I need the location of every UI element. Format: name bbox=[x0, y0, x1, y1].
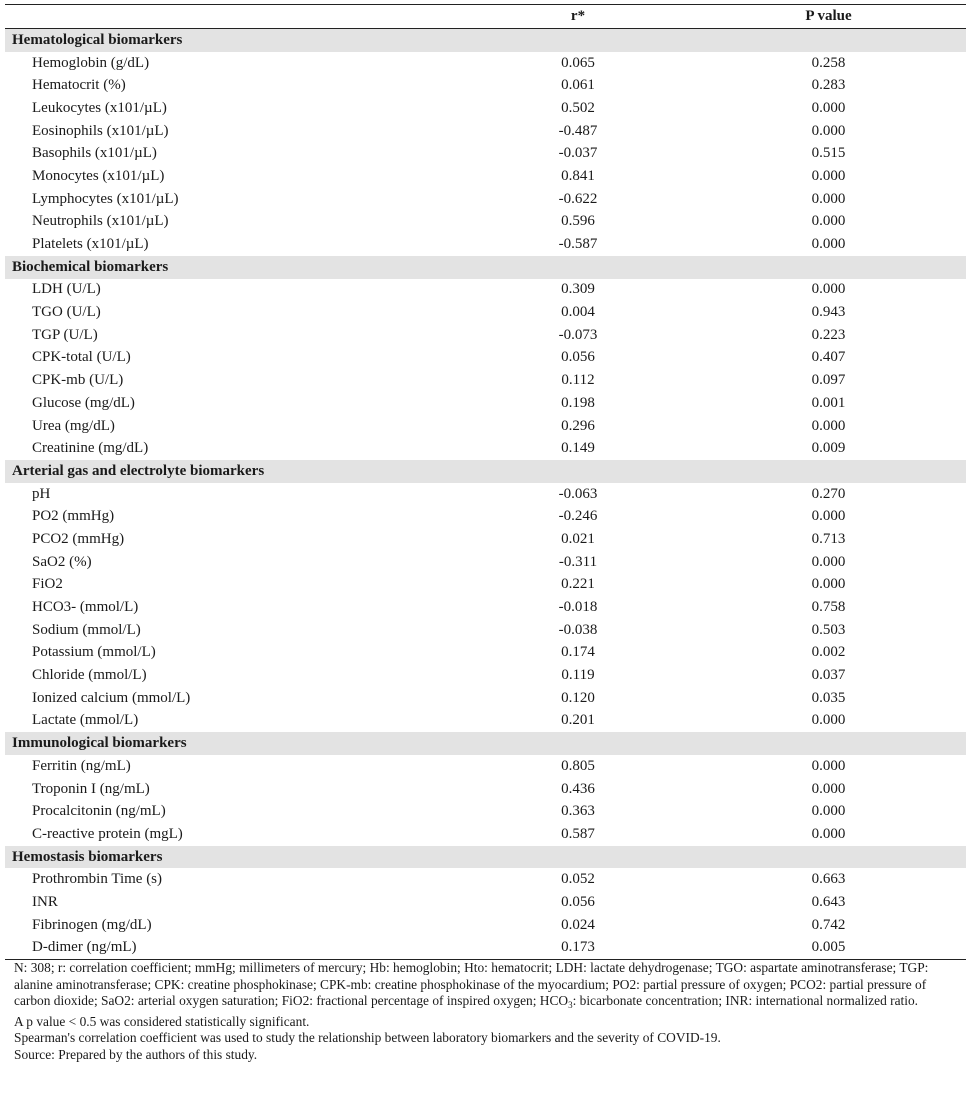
biomarker-cell: Ferritin (ng/mL) bbox=[32, 757, 131, 774]
p-value-cell: 0.000 bbox=[811, 190, 846, 207]
r-value-cell: -0.487 bbox=[558, 122, 598, 139]
biomarker-cell: TGO (U/L) bbox=[32, 304, 101, 321]
table-row bbox=[5, 505, 966, 528]
section-header: Biochemical biomarkers bbox=[5, 256, 966, 279]
biomarker-cell: CPK-total (U/L) bbox=[32, 349, 131, 366]
biomarker-cell: Neutrophils (x101/µL) bbox=[32, 213, 169, 230]
biomarker-cell: Eosinophils (x101/µL) bbox=[32, 122, 169, 139]
p-value-cell: 0.000 bbox=[811, 780, 846, 797]
p-value-cell: 0.035 bbox=[811, 689, 846, 706]
p-value-cell: 0.000 bbox=[811, 213, 846, 230]
p-value-cell: 0.000 bbox=[811, 236, 846, 253]
r-value-cell: 0.309 bbox=[561, 281, 595, 298]
table-row bbox=[5, 551, 966, 574]
p-value-cell: 0.000 bbox=[811, 825, 846, 842]
table-row bbox=[5, 800, 966, 823]
r-value-cell: 0.502 bbox=[561, 99, 595, 116]
r-value-cell: -0.038 bbox=[558, 621, 598, 638]
r-value-cell: 0.596 bbox=[561, 213, 595, 230]
table-row bbox=[5, 619, 966, 642]
p-value-cell: 0.009 bbox=[811, 440, 846, 457]
r-value-cell: 0.056 bbox=[561, 349, 595, 366]
table-row bbox=[5, 687, 966, 710]
biomarker-cell: CPK-mb (U/L) bbox=[32, 372, 124, 389]
r-value-cell: 0.056 bbox=[561, 893, 595, 910]
section-header: Hematological biomarkers bbox=[5, 29, 966, 52]
correlation-table bbox=[5, 4, 966, 960]
table-row bbox=[5, 52, 966, 75]
r-value-cell: 0.587 bbox=[561, 825, 595, 842]
biomarker-cell: Prothrombin Time (s) bbox=[32, 871, 163, 888]
biomarker-cell: Glucose (mg/dL) bbox=[32, 394, 135, 411]
biomarker-cell: FiO2 bbox=[32, 576, 63, 593]
p-value-cell: 0.943 bbox=[811, 304, 846, 321]
biomarker-cell: Creatinine (mg/dL) bbox=[32, 440, 149, 457]
r-value-cell: -0.063 bbox=[558, 485, 598, 502]
biomarker-cell: Ionized calcium (mmol/L) bbox=[32, 689, 191, 706]
p-value-cell: 0.223 bbox=[811, 326, 846, 343]
r-value-cell: -0.587 bbox=[558, 236, 598, 253]
r-value-cell: 0.024 bbox=[561, 916, 595, 933]
r-value-cell: 0.296 bbox=[561, 417, 595, 434]
table-row bbox=[5, 710, 966, 733]
biomarker-cell: Chloride (mmol/L) bbox=[32, 667, 147, 684]
table-row bbox=[5, 324, 966, 347]
r-value-cell: 0.363 bbox=[561, 803, 595, 820]
biomarker-cell: Procalcitonin (ng/mL) bbox=[32, 803, 166, 820]
biomarker-cell: Lymphocytes (x101/µL) bbox=[32, 190, 179, 207]
biomarker-cell: C-reactive protein (mgL) bbox=[32, 825, 183, 842]
r-value-cell: 0.201 bbox=[561, 712, 595, 729]
table-row bbox=[5, 415, 966, 438]
p-value-cell: 0.000 bbox=[811, 99, 846, 116]
r-value-cell: -0.246 bbox=[558, 508, 598, 525]
table-row bbox=[5, 211, 966, 234]
abbreviations-note: N: 308; r: correlation coefficient; mmHg; millimeters of mercury; Hb: hemoglobin; Hto: hematocrit; LDH: lactate dehydrogenase; TGO: aspartate aminotransferase; TGP: alanine aminotransferase; CPK: creatine phosphokinase; CPK-mb: creatine phosphokinase of the myocardium; PO2: partial pressure of oxygen; PCO2: partial pressure of carbon dioxide; SaO2: arterial oxygen saturation; FiO2: fractional percentage of inspired oxygen; $HCO_3$: bicarbonate concentration; INR: international normalized ratio. bbox=[14, 960, 929, 1011]
r-value-cell: -0.073 bbox=[558, 326, 598, 343]
p-value-cell: 0.000 bbox=[811, 803, 846, 820]
table-row bbox=[5, 233, 966, 256]
p-value-cell: 0.742 bbox=[811, 916, 846, 933]
table-row bbox=[5, 120, 966, 143]
p-value-cell: 0.000 bbox=[811, 576, 846, 593]
r-value-cell: 0.174 bbox=[561, 644, 595, 661]
table-row bbox=[5, 868, 966, 891]
p-value-cell: 0.000 bbox=[811, 167, 846, 184]
p-value-cell: 0.283 bbox=[811, 77, 846, 94]
r-value-cell: 0.021 bbox=[561, 530, 595, 547]
section-header: Arterial gas and electrolyte biomarkers bbox=[5, 460, 966, 483]
p-value-cell: 0.001 bbox=[811, 394, 846, 411]
p-value-cell: 0.000 bbox=[811, 281, 846, 298]
r-value-cell: 0.120 bbox=[561, 689, 595, 706]
biomarker-cell: Urea (mg/dL) bbox=[32, 417, 115, 434]
p-value-cell: 0.005 bbox=[811, 939, 846, 956]
biomarker-cell: Sodium (mmol/L) bbox=[32, 621, 141, 638]
table-row bbox=[5, 437, 966, 460]
table-row bbox=[5, 778, 966, 801]
r-value-cell: -0.311 bbox=[558, 553, 598, 570]
p-value-cell: 0.002 bbox=[811, 644, 846, 661]
biomarker-cell: HCO3- (mmol/L) bbox=[32, 599, 139, 616]
biomarker-cell: TGP (U/L) bbox=[32, 326, 98, 343]
biomarker-cell: D-dimer (ng/mL) bbox=[32, 939, 137, 956]
r-value-cell: 0.112 bbox=[561, 372, 595, 389]
r-value-cell: 0.841 bbox=[561, 167, 595, 184]
biomarker-cell: Troponin I (ng/mL) bbox=[32, 780, 150, 797]
method-note: Spearman's correlation coefficient was used to study the relationship between laboratory biomarkers and the severity of COVID-19. bbox=[14, 1030, 721, 1046]
biomarker-cell: PCO2 (mmHg) bbox=[32, 530, 125, 547]
biomarker-cell: Monocytes (x101/µL) bbox=[32, 167, 165, 184]
p-value-cell: 0.713 bbox=[811, 530, 846, 547]
table-row bbox=[5, 755, 966, 778]
table-row bbox=[5, 347, 966, 370]
biomarker-cell: Hemoglobin (g/dL) bbox=[32, 54, 150, 71]
p-value-cell: 0.758 bbox=[811, 599, 846, 616]
biomarker-cell: Lactate (mmol/L) bbox=[32, 712, 139, 729]
biomarker-cell: PO2 (mmHg) bbox=[32, 508, 115, 525]
table-row bbox=[5, 188, 966, 211]
biomarker-cell: Platelets (x101/µL) bbox=[32, 236, 149, 253]
r-value-cell: 0.004 bbox=[561, 304, 595, 321]
r-value-cell: 0.805 bbox=[561, 757, 595, 774]
r-value-cell: 0.119 bbox=[561, 667, 595, 684]
p-value-cell: 0.000 bbox=[811, 417, 846, 434]
p-value-cell: 0.037 bbox=[811, 667, 846, 684]
r-value-cell: -0.622 bbox=[558, 190, 598, 207]
table-row bbox=[5, 891, 966, 914]
section-header: Hemostasis biomarkers bbox=[5, 846, 966, 869]
p-value-cell: 0.000 bbox=[811, 553, 846, 570]
p-value-cell: 0.663 bbox=[811, 871, 846, 888]
table-row bbox=[5, 823, 966, 846]
r-value-cell: 0.052 bbox=[561, 871, 595, 888]
r-value-cell: -0.037 bbox=[558, 145, 598, 162]
table-row bbox=[5, 301, 966, 324]
biomarker-cell: Leukocytes (x101/µL) bbox=[32, 99, 167, 116]
r-value-cell: 0.221 bbox=[561, 576, 595, 593]
table-notes bbox=[14, 960, 959, 1064]
pvalue-note: A p value < 0.5 was considered statistically significant. bbox=[14, 1013, 310, 1029]
table-row bbox=[5, 74, 966, 97]
table-row bbox=[5, 369, 966, 392]
table-row bbox=[5, 574, 966, 597]
biomarker-cell: SaO2 (%) bbox=[32, 553, 92, 570]
p-value-cell: 0.407 bbox=[811, 349, 846, 366]
p-value-cell: 0.000 bbox=[811, 757, 846, 774]
p-value-cell: 0.000 bbox=[811, 122, 846, 139]
table-row bbox=[5, 596, 966, 619]
table-body bbox=[5, 29, 966, 960]
header-p-value: P value bbox=[805, 8, 852, 24]
r-value-cell: 0.061 bbox=[561, 77, 595, 94]
table-row bbox=[5, 165, 966, 188]
header-r: r* bbox=[570, 8, 586, 24]
r-value-cell: 0.149 bbox=[561, 440, 595, 457]
table-row bbox=[5, 937, 966, 961]
source-note: Source: Prepared by the authors of this study. bbox=[14, 1046, 258, 1062]
biomarker-cell: pH bbox=[32, 485, 51, 502]
p-value-cell: 0.270 bbox=[811, 485, 846, 502]
p-value-cell: 0.515 bbox=[811, 145, 846, 162]
table-row bbox=[5, 483, 966, 506]
r-value-cell: -0.018 bbox=[558, 599, 598, 616]
r-value-cell: 0.198 bbox=[561, 394, 595, 411]
table-row bbox=[5, 914, 966, 937]
p-value-cell: 0.000 bbox=[811, 508, 846, 525]
table-row bbox=[5, 97, 966, 120]
biomarker-cell: INR bbox=[32, 893, 58, 910]
table-row bbox=[5, 642, 966, 665]
r-value-cell: 0.065 bbox=[561, 54, 595, 71]
r-value-cell: 0.436 bbox=[561, 780, 595, 797]
p-value-cell: 0.000 bbox=[811, 712, 846, 729]
p-value-cell: 0.097 bbox=[811, 372, 846, 389]
biomarker-cell: Basophils (x101/µL) bbox=[32, 145, 157, 162]
p-value-cell: 0.258 bbox=[811, 54, 846, 71]
p-value-cell: 0.643 bbox=[811, 893, 846, 910]
table-row bbox=[5, 392, 966, 415]
table-row bbox=[5, 664, 966, 687]
p-value-cell: 0.503 bbox=[811, 621, 846, 638]
biomarker-cell: LDH (U/L) bbox=[32, 281, 101, 298]
biomarker-cell: Hematocrit (%) bbox=[32, 77, 126, 94]
table-row bbox=[5, 528, 966, 551]
table-row bbox=[5, 279, 966, 302]
table-row bbox=[5, 142, 966, 165]
r-value-cell: 0.173 bbox=[561, 939, 595, 956]
table-header bbox=[5, 4, 966, 29]
biomarker-cell: Potassium (mmol/L) bbox=[32, 644, 156, 661]
biomarker-cell: Fibrinogen (mg/dL) bbox=[32, 916, 152, 933]
section-header: Immunological biomarkers bbox=[5, 732, 966, 755]
